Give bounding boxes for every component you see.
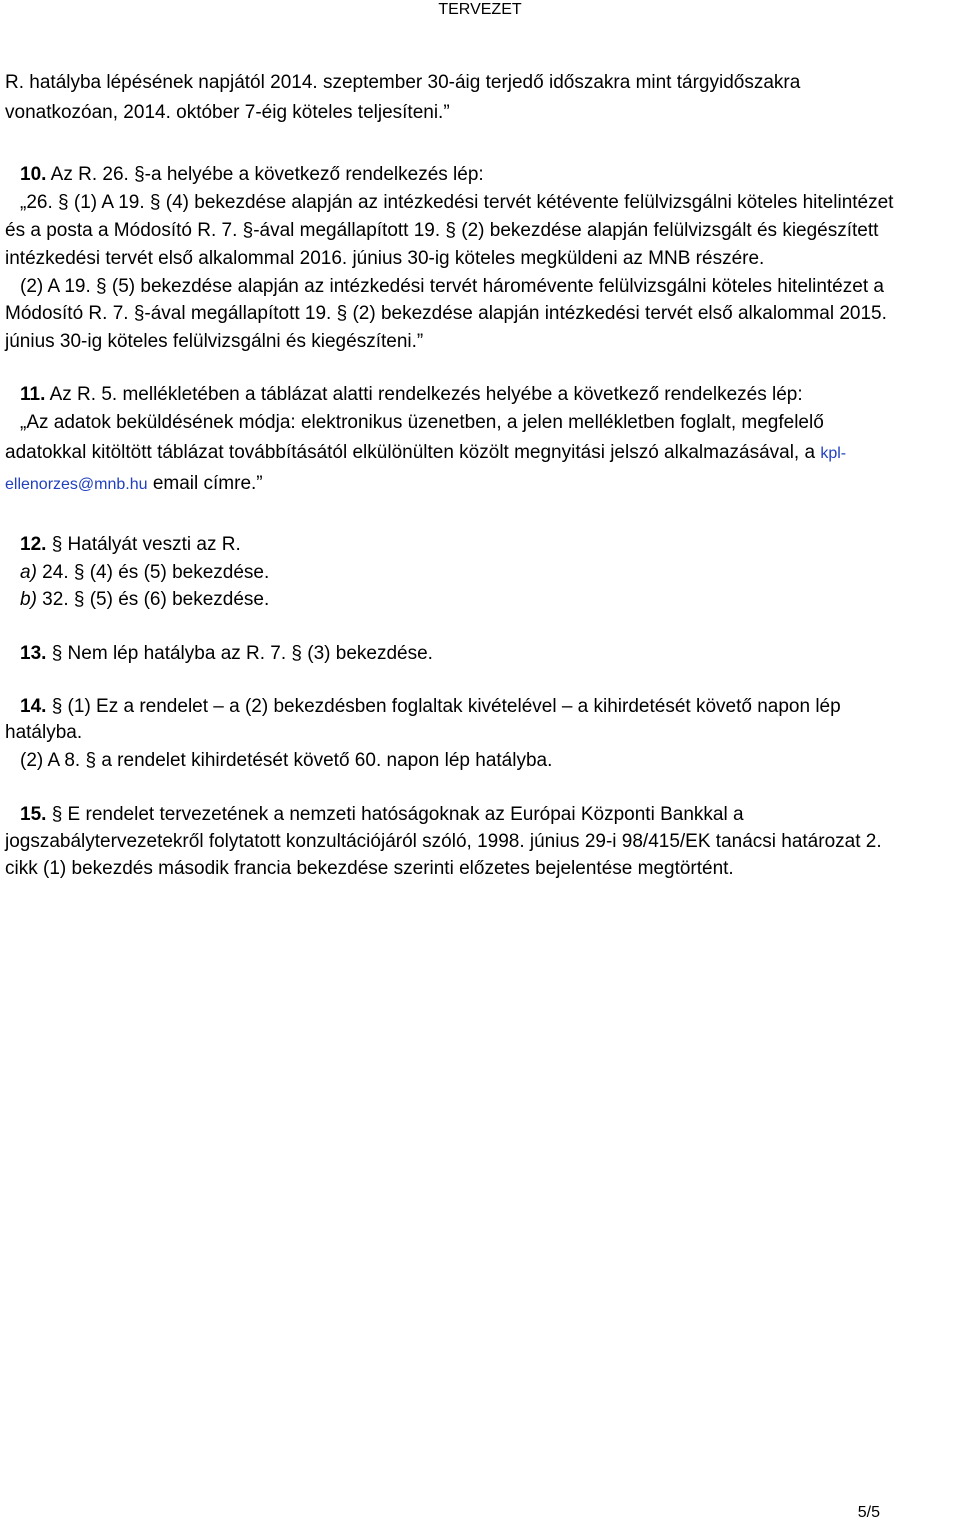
section-text: § E rendelet tervezetének a nemzeti hatóságoknak az Európai Központi Bankkal a [46,804,744,825]
text-line: (2) A 19. § (5) bekezdése alapján az intézkedési tervét háromévente felülvizsgálni köteles hitelintézet a [20,276,884,297]
section-10-heading [20,163,484,187]
section-13-heading [20,642,433,666]
text-line: Módosító R. 7. §-ával megállapított 19. § (2) bekezdése alapján intézkedési tervét első alkalommal 2015. [5,303,887,324]
section-text: § Nem lép hatályba az R. 7. § (3) bekezdése. [46,643,433,664]
list-item-a [20,561,269,585]
text-line: cikk (1) bekezdés második francia bekezdése szerinti előzetes bejelentése megtörtént. [5,858,734,879]
section-15-heading [20,803,744,827]
text-line: jogszabálytervezetekről folytatott konzultációjáról szóló, 1998. június 29-i 98/415/EK tanácsi határozat 2. [5,831,882,852]
text-line: „26. § (1) A 19. § (4) bekezdése alapján az intézkedési tervét kétévente felülvizsgálni köteles hitelintézet [20,192,894,213]
text-line: június 30-ig köteles felülvizsgálni és kiegészíteni.” [5,331,424,352]
section-12-heading [20,533,241,557]
text-line: vonatkozóan, 2014. október 7-éig köteles teljesíteni.” [5,102,450,123]
text-fragment: adatokkal kitöltött táblázat továbbításától elkülönülten közölt megnyitási jelszó alkalmazásával, a [5,442,821,463]
text-line: hatályba. [5,722,83,743]
section-number: 13. [20,643,47,664]
text-line: és a posta a Módosító R. 7. §-ával megállapított 19. § (2) bekezdése alapján felülvizsgált és kiegészített [5,220,879,241]
text-line: R. hatályba lépésének napjától 2014. szeptember 30-áig terjedő időszakra mint tárgyidőszakra [5,72,801,93]
text-line: intézkedési tervét első alkalommal 2016. június 30-ig köteles megküldeni az MNB részére. [5,248,765,269]
section-number: 11. [20,384,46,405]
text-line [5,472,263,497]
page-number: 5/5 [857,1504,880,1521]
email-link[interactable]: kpl- [820,445,847,462]
section-text: § Hatályát veszti az R. [46,534,241,555]
list-item-b [20,588,269,612]
list-marker: a) [20,562,37,583]
section-number: 15. [20,804,47,825]
list-text: 32. § (5) és (6) bekezdése. [36,589,270,610]
section-number: 10. [20,164,47,185]
text-fragment: email címre.” [147,473,263,494]
document-header: TERVEZET [438,1,522,18]
text-line: (2) A 8. § a rendelet kihirdetését követő 60. napon lép hatályba. [20,750,553,771]
email-link[interactable]: ellenorzes@mnb.hu [5,476,148,493]
section-text: Az R. 26. §-a helyébe a következő rendelkezés lép: [46,164,484,185]
text-line [5,441,846,466]
section-number: 14. [20,696,47,717]
section-number: 12. [20,534,47,555]
section-text: Az R. 5. mellékletében a táblázat alatti rendelkezés helyébe a következő rendelkezés lép: [45,384,803,405]
section-14-heading [20,695,841,719]
list-marker: b) [20,589,37,610]
section-11-heading [20,383,803,407]
list-text: 24. § (4) és (5) bekezdése. [36,562,270,583]
section-text: § (1) Ez a rendelet – a (2) bekezdésben foglaltak kivételével – a kihirdetését követő napon lép [46,696,841,717]
text-line: „Az adatok beküldésének módja: elektronikus üzenetben, a jelen mellékletben foglalt, megfelelő [20,412,824,433]
